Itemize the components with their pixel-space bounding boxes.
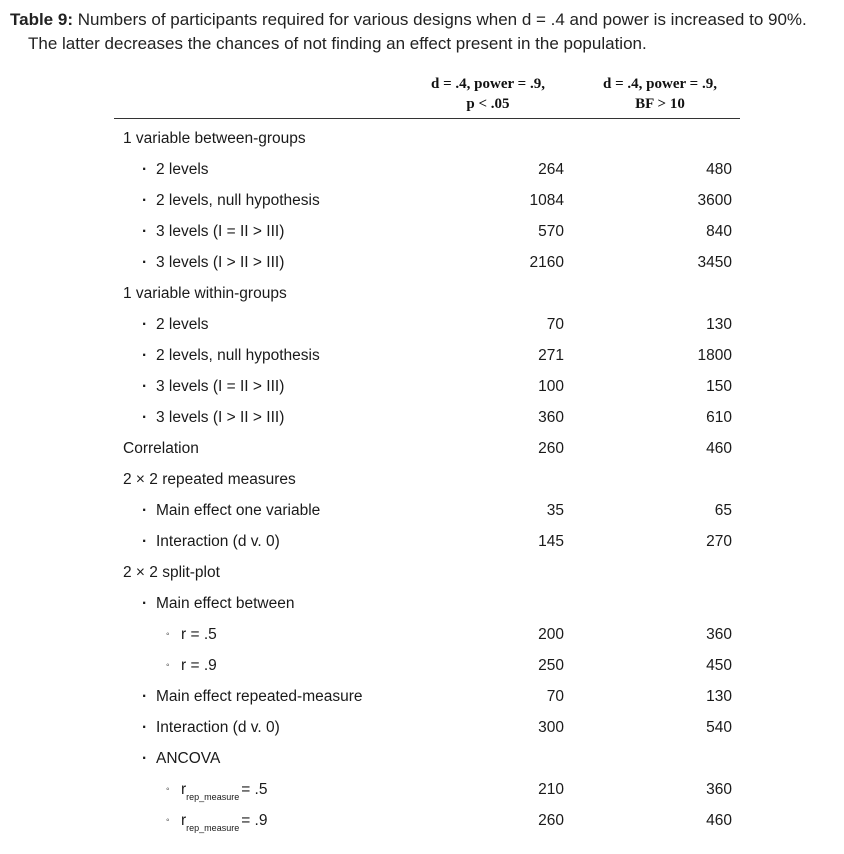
table-row [114, 683, 740, 714]
bullet-icon: · [142, 409, 148, 426]
cell-bf-value: 130 [706, 316, 732, 333]
row-label: Correlation [123, 440, 199, 457]
cell-p-value: 260 [538, 440, 564, 457]
row-label: · ANCOVA [142, 750, 221, 767]
cell-p-value: 1084 [529, 192, 564, 209]
cell-bf-value: 1800 [697, 347, 732, 364]
cell-bf-value: 840 [706, 223, 732, 240]
table-row [114, 559, 740, 590]
cell-bf-value: 130 [706, 688, 732, 705]
row-label: · 3 levels (I > II > III) [142, 409, 285, 426]
caption-text-line1: Numbers of participants required for various designs when d = .4 and power is increased to 90%. [77, 10, 807, 29]
cell-bf-value: 540 [706, 719, 732, 736]
row-label: · 3 levels (I = II > III) [142, 378, 285, 395]
column-header-p-line1: d = .4, power = .9, [431, 76, 545, 92]
table-row [114, 497, 740, 528]
column-header-p-line2: p < .05 [466, 96, 510, 112]
row-label: ◦ $r_{rep\_measure} = .5$ [166, 781, 268, 802]
row-label: · 2 levels [142, 161, 209, 178]
table-row [114, 528, 740, 559]
cell-bf-value: 460 [706, 440, 732, 457]
cell-bf-value: 150 [706, 378, 732, 395]
table-row [114, 714, 740, 745]
table-row [114, 745, 740, 776]
cell-bf-value: 480 [706, 161, 732, 178]
cell-p-value: 200 [538, 626, 564, 643]
table-row [114, 435, 740, 466]
bullet-icon: · [142, 533, 148, 550]
bullet-icon: · [142, 688, 148, 705]
table-row [114, 218, 740, 249]
bullet-icon: · [142, 378, 148, 395]
cell-p-value: 271 [538, 347, 564, 364]
bullet-icon: · [142, 502, 148, 519]
row-label: ◦ $r_{rep\_measure} = .9$ [166, 812, 268, 833]
table-body [114, 125, 740, 838]
row-label: · Interaction (d v. 0) [142, 719, 280, 736]
bullet-icon: · [142, 254, 148, 271]
cell-p-value: 360 [538, 409, 564, 426]
table-row [114, 280, 740, 311]
row-label: · Main effect repeated-measure [142, 688, 363, 705]
bullet-icon: · [142, 223, 148, 240]
row-label: 2 × 2 split-plot [123, 564, 220, 581]
cell-bf-value: 360 [706, 626, 732, 643]
sub-bullet-icon: ◦ [166, 784, 170, 795]
table-header [114, 70, 740, 119]
bullet-icon: · [142, 719, 148, 736]
sub-bullet-icon: ◦ [166, 629, 170, 640]
cell-bf-value: 360 [706, 781, 732, 798]
cell-bf-value: 450 [706, 657, 732, 674]
row-label: · 2 levels [142, 316, 209, 333]
table-row [114, 776, 740, 807]
table-row [114, 311, 740, 342]
cell-p-value: 570 [538, 223, 564, 240]
table-row [114, 156, 740, 187]
row-label: · 3 levels (I > II > III) [142, 254, 285, 271]
table-row [114, 187, 740, 218]
cell-bf-value: 65 [714, 502, 732, 519]
table-row [114, 590, 740, 621]
row-label: · Interaction (d v. 0) [142, 533, 280, 550]
cell-bf-value: 610 [706, 409, 732, 426]
subscript-rep-measure: rep_measure [186, 823, 240, 833]
row-label: · 2 levels, null hypothesis [142, 347, 320, 364]
bullet-icon: · [142, 595, 148, 612]
row-label: 1 variable within-groups [123, 285, 287, 302]
row-label: ◦ r = .5 [166, 626, 217, 643]
cell-bf-value: 3600 [697, 192, 732, 209]
column-header-p-value [412, 74, 564, 114]
table-row [114, 404, 740, 435]
cell-p-value: 100 [538, 378, 564, 395]
row-label: 1 variable between-groups [123, 130, 306, 147]
column-header-bayes-factor [580, 74, 740, 114]
cell-p-value: 260 [538, 812, 564, 829]
row-label: ◦ r = .9 [166, 657, 217, 674]
table-row [114, 652, 740, 683]
cell-p-value: 35 [546, 502, 564, 519]
caption-text-line2: The latter decreases the chances of not finding an effect present in the population. [28, 34, 647, 53]
cell-bf-value: 460 [706, 812, 732, 829]
column-header-bf-line2: BF > 10 [635, 96, 685, 112]
cell-p-value: 145 [538, 533, 564, 550]
bullet-icon: · [142, 316, 148, 333]
row-label: · Main effect between [142, 595, 295, 612]
sub-bullet-icon: ◦ [166, 660, 170, 671]
table-row [114, 342, 740, 373]
table-row [114, 249, 740, 280]
table-row [114, 125, 740, 156]
cell-p-value: 264 [538, 161, 564, 178]
table-row [114, 466, 740, 497]
bullet-icon: · [142, 347, 148, 364]
table-row [114, 621, 740, 652]
row-label: · Main effect one variable [142, 502, 321, 519]
cell-bf-value: 3450 [697, 254, 732, 271]
table-row [114, 373, 740, 404]
column-header-bf-line1: d = .4, power = .9, [603, 76, 717, 92]
cell-p-value: 300 [538, 719, 564, 736]
cell-p-value: 2160 [529, 254, 564, 271]
cell-p-value: 250 [538, 657, 564, 674]
cell-p-value: 210 [538, 781, 564, 798]
cell-p-value: 70 [546, 688, 564, 705]
sub-bullet-icon: ◦ [166, 815, 170, 826]
cell-p-value: 70 [546, 316, 564, 333]
row-label: · 2 levels, null hypothesis [142, 192, 320, 209]
bullet-icon: · [142, 192, 148, 209]
caption-label: Table 9: [10, 10, 73, 29]
row-label: 2 × 2 repeated measures [123, 471, 296, 488]
bullet-icon: · [142, 161, 148, 178]
table-caption [10, 8, 840, 56]
table-row [114, 807, 740, 838]
bullet-icon: · [142, 750, 148, 767]
participants-table [114, 70, 740, 838]
subscript-rep-measure: rep_measure [186, 792, 240, 802]
row-label: · 3 levels (I = II > III) [142, 223, 285, 240]
cell-bf-value: 270 [706, 533, 732, 550]
